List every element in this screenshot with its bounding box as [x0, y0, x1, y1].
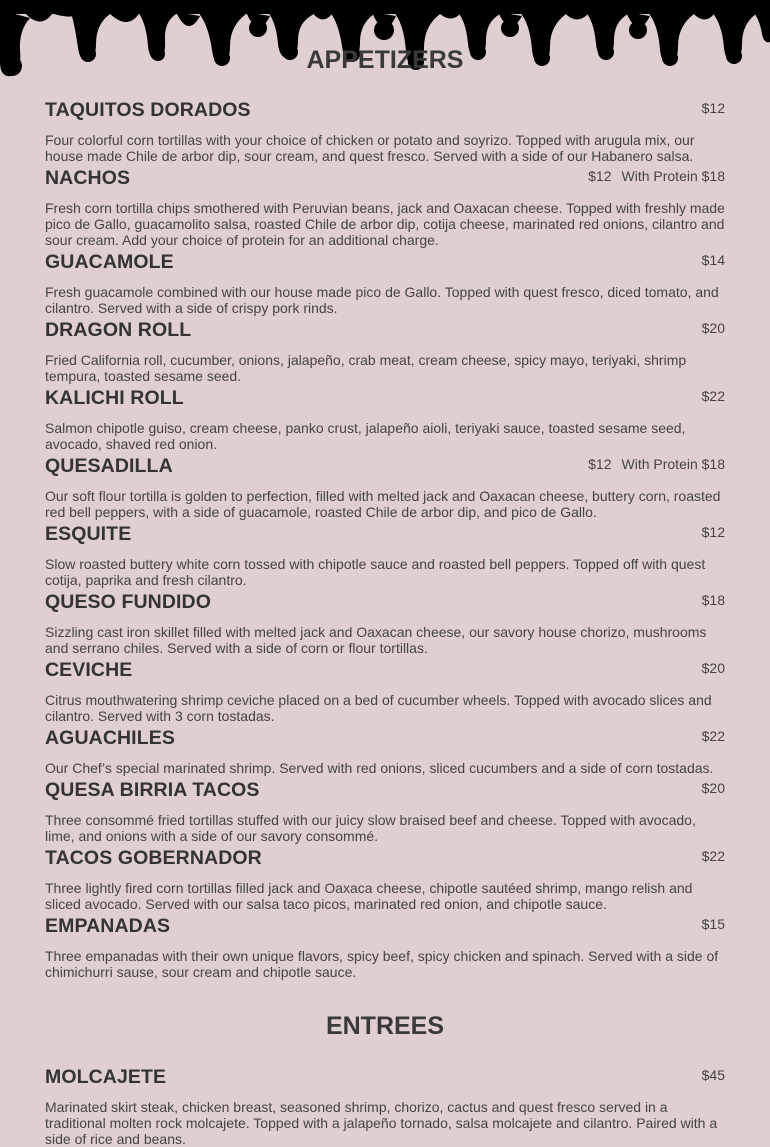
item-description: Our soft flour tortilla is golden to perfection, filled with melted jack and Oaxacan cheese, buttery corn, roasted red bell peppers, with a side of guacamole, roasted Chile de arbor dip, and pico de Gallo. [45, 488, 721, 520]
item-protein-price: With Protein $18 [621, 456, 725, 472]
item-price: $22 [701, 388, 725, 404]
item-price: $12 With Protein $18 [588, 168, 725, 184]
item-protein-price: With Protein $18 [621, 168, 725, 184]
item-name: GUACAMOLE [45, 251, 174, 273]
item-price: $22 [701, 848, 725, 864]
item-name: AGUACHILES [45, 727, 175, 749]
item-description: Marinated skirt steak, chicken breast, seasoned shrimp, chorizo, cactus and quest fresco served in a traditional molten rock molcajete. Topped with a jalapeño tornado, salsa molcajete and cilantro. Paired with a side of rice and beans. [45, 1099, 718, 1147]
item-description: Three empanadas with their own unique flavors, spicy beef, spicy chicken and spinach. Served with a side of chimichurri sause, sour cream and chipotle sauce. [45, 948, 719, 980]
item-name: NACHOS [45, 167, 131, 189]
item-price: $15 [701, 916, 725, 932]
section-title-entrees: ENTREES [325, 1012, 445, 1040]
item-description: Fresh corn tortilla chips smothered with Peruvian beans, jack and Oaxacan cheese. Topped with freshly made pico de Gallo, guacamolito salsa, roasted Chile de arbor dip, cotija cheese, marinated red onions, cilantro and sour cream. Add your choice of protein for an additional charge. [45, 200, 725, 248]
item-description: Three consommé fried tortillas stuffed with our juicy slow braised beef and cheese. Topped with avocado, lime, and onions with a side of our savory consommé. [45, 812, 696, 844]
item-description: Our Chef’s special marinated shrimp. Served with red onions, sliced cucumbers and a side of corn tostadas. [45, 760, 714, 776]
item-description: Slow roasted buttery white corn tossed with chipotle sauce and roasted bell peppers. Topped off with quest cotija, paprika and fresh cilantro. [45, 556, 706, 588]
item-price: $14 [701, 252, 725, 268]
item-description: Citrus mouthwatering shrimp ceviche placed on a bed of cucumber wheels. Topped with avocado slices and cilantro. Served with 3 corn tostadas. [45, 692, 712, 724]
item-name: KALICHI ROLL [45, 387, 184, 409]
item-name: ESQUITE [45, 523, 132, 545]
item-name: CEVICHE [45, 659, 133, 681]
item-description: Fresh guacamole combined with our house made pico de Gallo. Topped with quest fresco, diced tomato, and cilantro. Served with a side of crispy pork rinds. [45, 284, 719, 316]
item-name: QUESADILLA [45, 455, 173, 477]
item-description: Sizzling cast iron skillet filled with melted jack and Oaxacan cheese, our savory house chorizo, mushrooms and serrano chiles. Served with a side of corn or flour tortillas. [45, 624, 707, 656]
item-price: $12 [701, 100, 725, 116]
item-name: QUESA BIRRIA TACOS [45, 779, 260, 801]
item-description: Fried California roll, cucumber, onions, jalapeño, crab meat, cream cheese, spicy mayo, teriyaki, shrimp tempura, toasted sesame seed. [45, 352, 687, 384]
item-name: QUESO FUNDIDO [45, 591, 211, 613]
item-price: $45 [701, 1067, 725, 1083]
item-price: $20 [701, 660, 725, 676]
item-description: Four colorful corn tortillas with your choice of chicken or potato and soyrizo. Topped with arugula mix, our house made Chile de arbor dip, sour cream, and quest fresco. Served with a side of our Habanero salsa. [45, 132, 695, 164]
item-price: $20 [701, 320, 725, 336]
item-price: $18 [701, 592, 725, 608]
item-name: EMPANADAS [45, 915, 171, 937]
item-description: Three lightly fired corn tortillas filled jack and Oaxaca cheese, chipotle sautéed shrimp, mango relish and sliced avocado. Served with our salsa taco picos, marinated red onion, and chipotle sauce. [45, 880, 693, 912]
item-name: MOLCAJETE [45, 1066, 167, 1088]
section-title-appetizers: APPETIZERS [306, 46, 464, 74]
item-price: $20 [701, 780, 725, 796]
item-name: DRAGON ROLL [45, 319, 192, 341]
item-price: $22 [701, 728, 725, 744]
item-price: $12 With Protein $18 [588, 456, 725, 472]
item-description: Salmon chipotle guiso, cream cheese, panko crust, jalapeño aioli, teriyaki sauce, toasted sesame seed, avocado, shaved red onion. [45, 420, 686, 452]
item-name: TACOS GOBERNADOR [45, 847, 262, 869]
item-name: TAQUITOS DORADOS [45, 99, 251, 121]
item-price: $12 [701, 524, 725, 540]
